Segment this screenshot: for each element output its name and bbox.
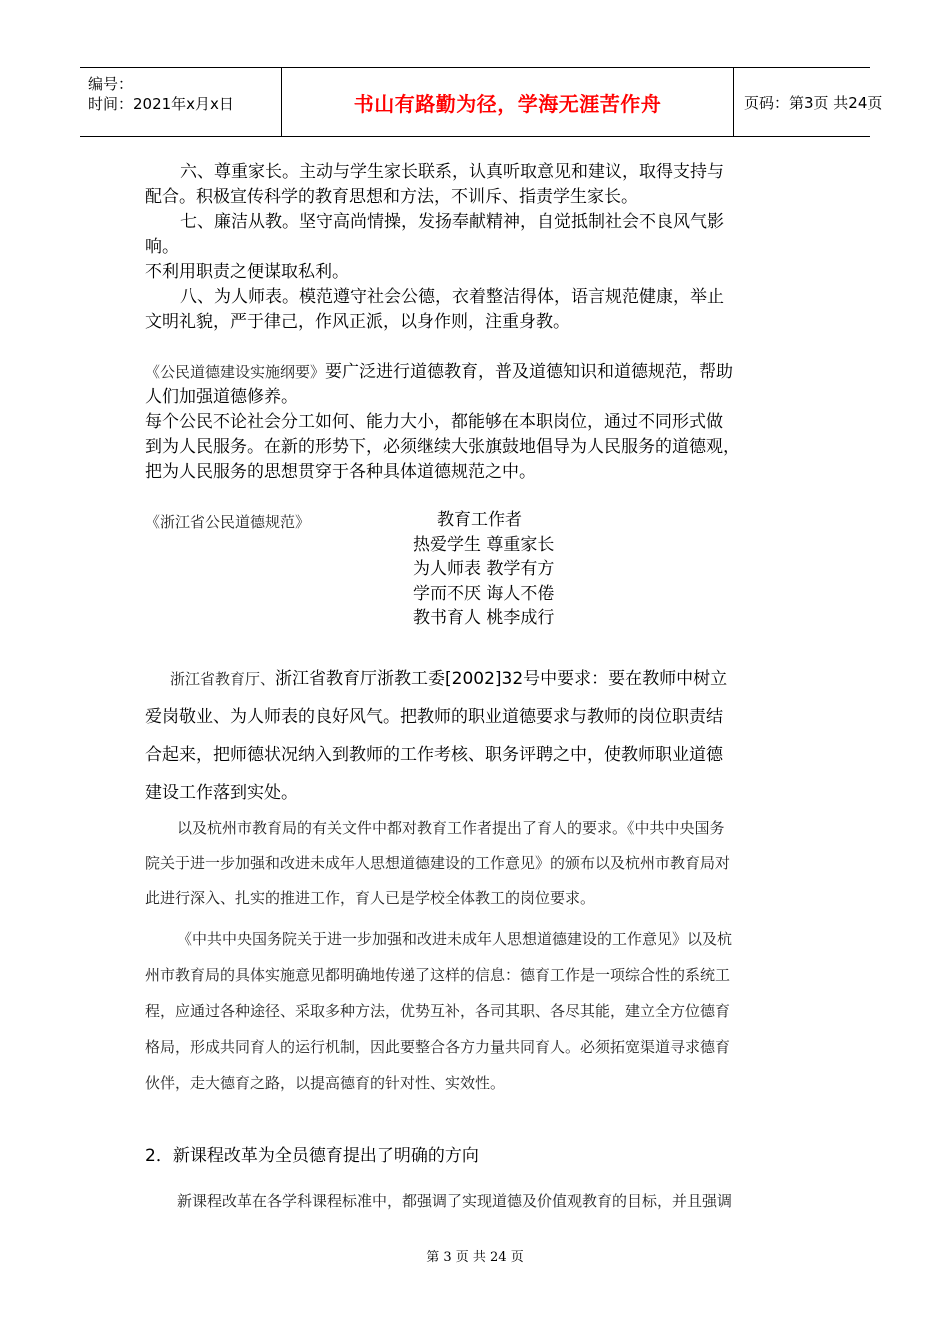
- poem-line: 热爱学生 尊重家长: [413, 534, 555, 555]
- poem-line: 为人师表 教学有方: [413, 559, 555, 579]
- poem-title: 教育工作者: [437, 510, 522, 530]
- paragraph-line: 八、为人师表。模范遵守社会公德，衣着整洁得体，语言规范健康，举止: [180, 287, 724, 307]
- paragraph-line: 人们加强道德修养。: [145, 387, 298, 407]
- paragraph-line: 六、尊重家长。主动与学生家长联系，认真听取意见和建议，取得支持与: [180, 162, 724, 182]
- header-motto: 书山有路勤为径，学海无涯苦作舟: [281, 68, 734, 136]
- paragraph-line: 到为人民服务。在新的形势下，必须继续大张旗鼓地倡导为人民服务的道德观，: [145, 437, 740, 457]
- section-heading: 2．新课程改革为全员德育提出了明确的方向: [145, 1146, 479, 1166]
- paragraph-line: 新课程改革在各学科课程标准中，都强调了实现道德及价值观教育的目标，并且强调: [177, 1192, 733, 1210]
- paragraph-line: 此进行深入、扎实的推进工作，育人已是学校全体教工的岗位要求。: [145, 889, 596, 907]
- paragraph-line: 格局，形成共同育人的运行机制，因此要整合各方力量共同育人。必须拓宽渠道寻求德育: [145, 1038, 731, 1056]
- paragraph-line: 每个公民不论社会分工如何、能力大小，都能够在本职岗位，通过不同形式做: [145, 412, 723, 432]
- paragraph-line: 合起来，把师德状况纳入到教师的工作考核、职务评聘之中，使教师职业道德: [145, 745, 723, 765]
- paragraph-line: 州市教育局的具体实施意见都明确地传递了这样的信息：德育工作是一项综合性的系统工: [145, 966, 731, 984]
- paragraph-line: 配合。积极宣传科学的教育思想和方法，不训斥、指责学生家长。: [145, 187, 638, 207]
- zhejiang-reference: 《浙江省公民道德规范》: [145, 513, 311, 531]
- header-page-label: 页码：第3页 共24页: [744, 93, 883, 112]
- paragraph-line: 爱岗敬业、为人师表的良好风气。把教师的职业道德要求与教师的岗位职责结: [145, 707, 723, 727]
- dept-lead: 浙江省教育厅、: [170, 670, 276, 688]
- paragraph-line: 建设工作落到实处。: [145, 783, 298, 803]
- paragraph-line: 以及杭州市教育局的有关文件中都对教育工作者提出了育人的要求。《中共中央国务: [177, 819, 725, 837]
- doc-number-label: 编号：: [88, 75, 134, 93]
- paragraph-line: 程，应通过各种途径、采取多种方法，优势互补，各司其职、各尽其能，建立全方位德育: [145, 1002, 731, 1020]
- paragraph-line: 《中共中央国务院关于进一步加强和改进未成年人思想道德建设的工作意见》以及杭: [177, 930, 733, 948]
- paragraph-line: 浙江省教育厅浙教工委[2002]32号中要求：要在教师中树立: [275, 669, 728, 689]
- paragraph-line: 把为人民服务的思想贯穿于各种具体道德规范之中。: [145, 462, 536, 482]
- paragraph-line: 七、廉洁从教。坚守高尚情操，发扬奉献精神，自觉抵制社会不良风气影: [180, 212, 724, 232]
- paragraph-line: 响。: [145, 237, 179, 257]
- paragraph-line: 伙伴，走大德育之路，以提高德育的针对性、实效性。: [145, 1074, 506, 1092]
- paragraph-line: 院关于进一步加强和改进未成年人思想道德建设的工作意见》的颁布以及杭州市教育局对: [145, 854, 731, 872]
- paragraph-line: 要广泛进行道德教育，普及道德知识和道德规范，帮助: [325, 362, 734, 382]
- outline-reference: 《公民道德建设实施纲要》: [145, 363, 326, 381]
- dept-paragraph: [170, 666, 727, 692]
- outline-paragraph: [145, 360, 733, 385]
- doc-date-label: 时间：2021年x月x日: [88, 95, 234, 113]
- poem-block: [413, 508, 554, 631]
- header-meta: [88, 74, 234, 114]
- poem-line: 教书育人 桃李成行: [413, 608, 555, 628]
- paragraph-line: 不利用职责之便谋取私利。: [145, 262, 349, 282]
- poem-line: 学而不厌 诲人不倦: [413, 583, 555, 604]
- page-footer: 第 3 页 共 24 页: [426, 1250, 524, 1265]
- paragraph-line: 文明礼貌，严于律己，作风正派，以身作则，注重身教。: [145, 312, 570, 332]
- page-header: [80, 67, 883, 137]
